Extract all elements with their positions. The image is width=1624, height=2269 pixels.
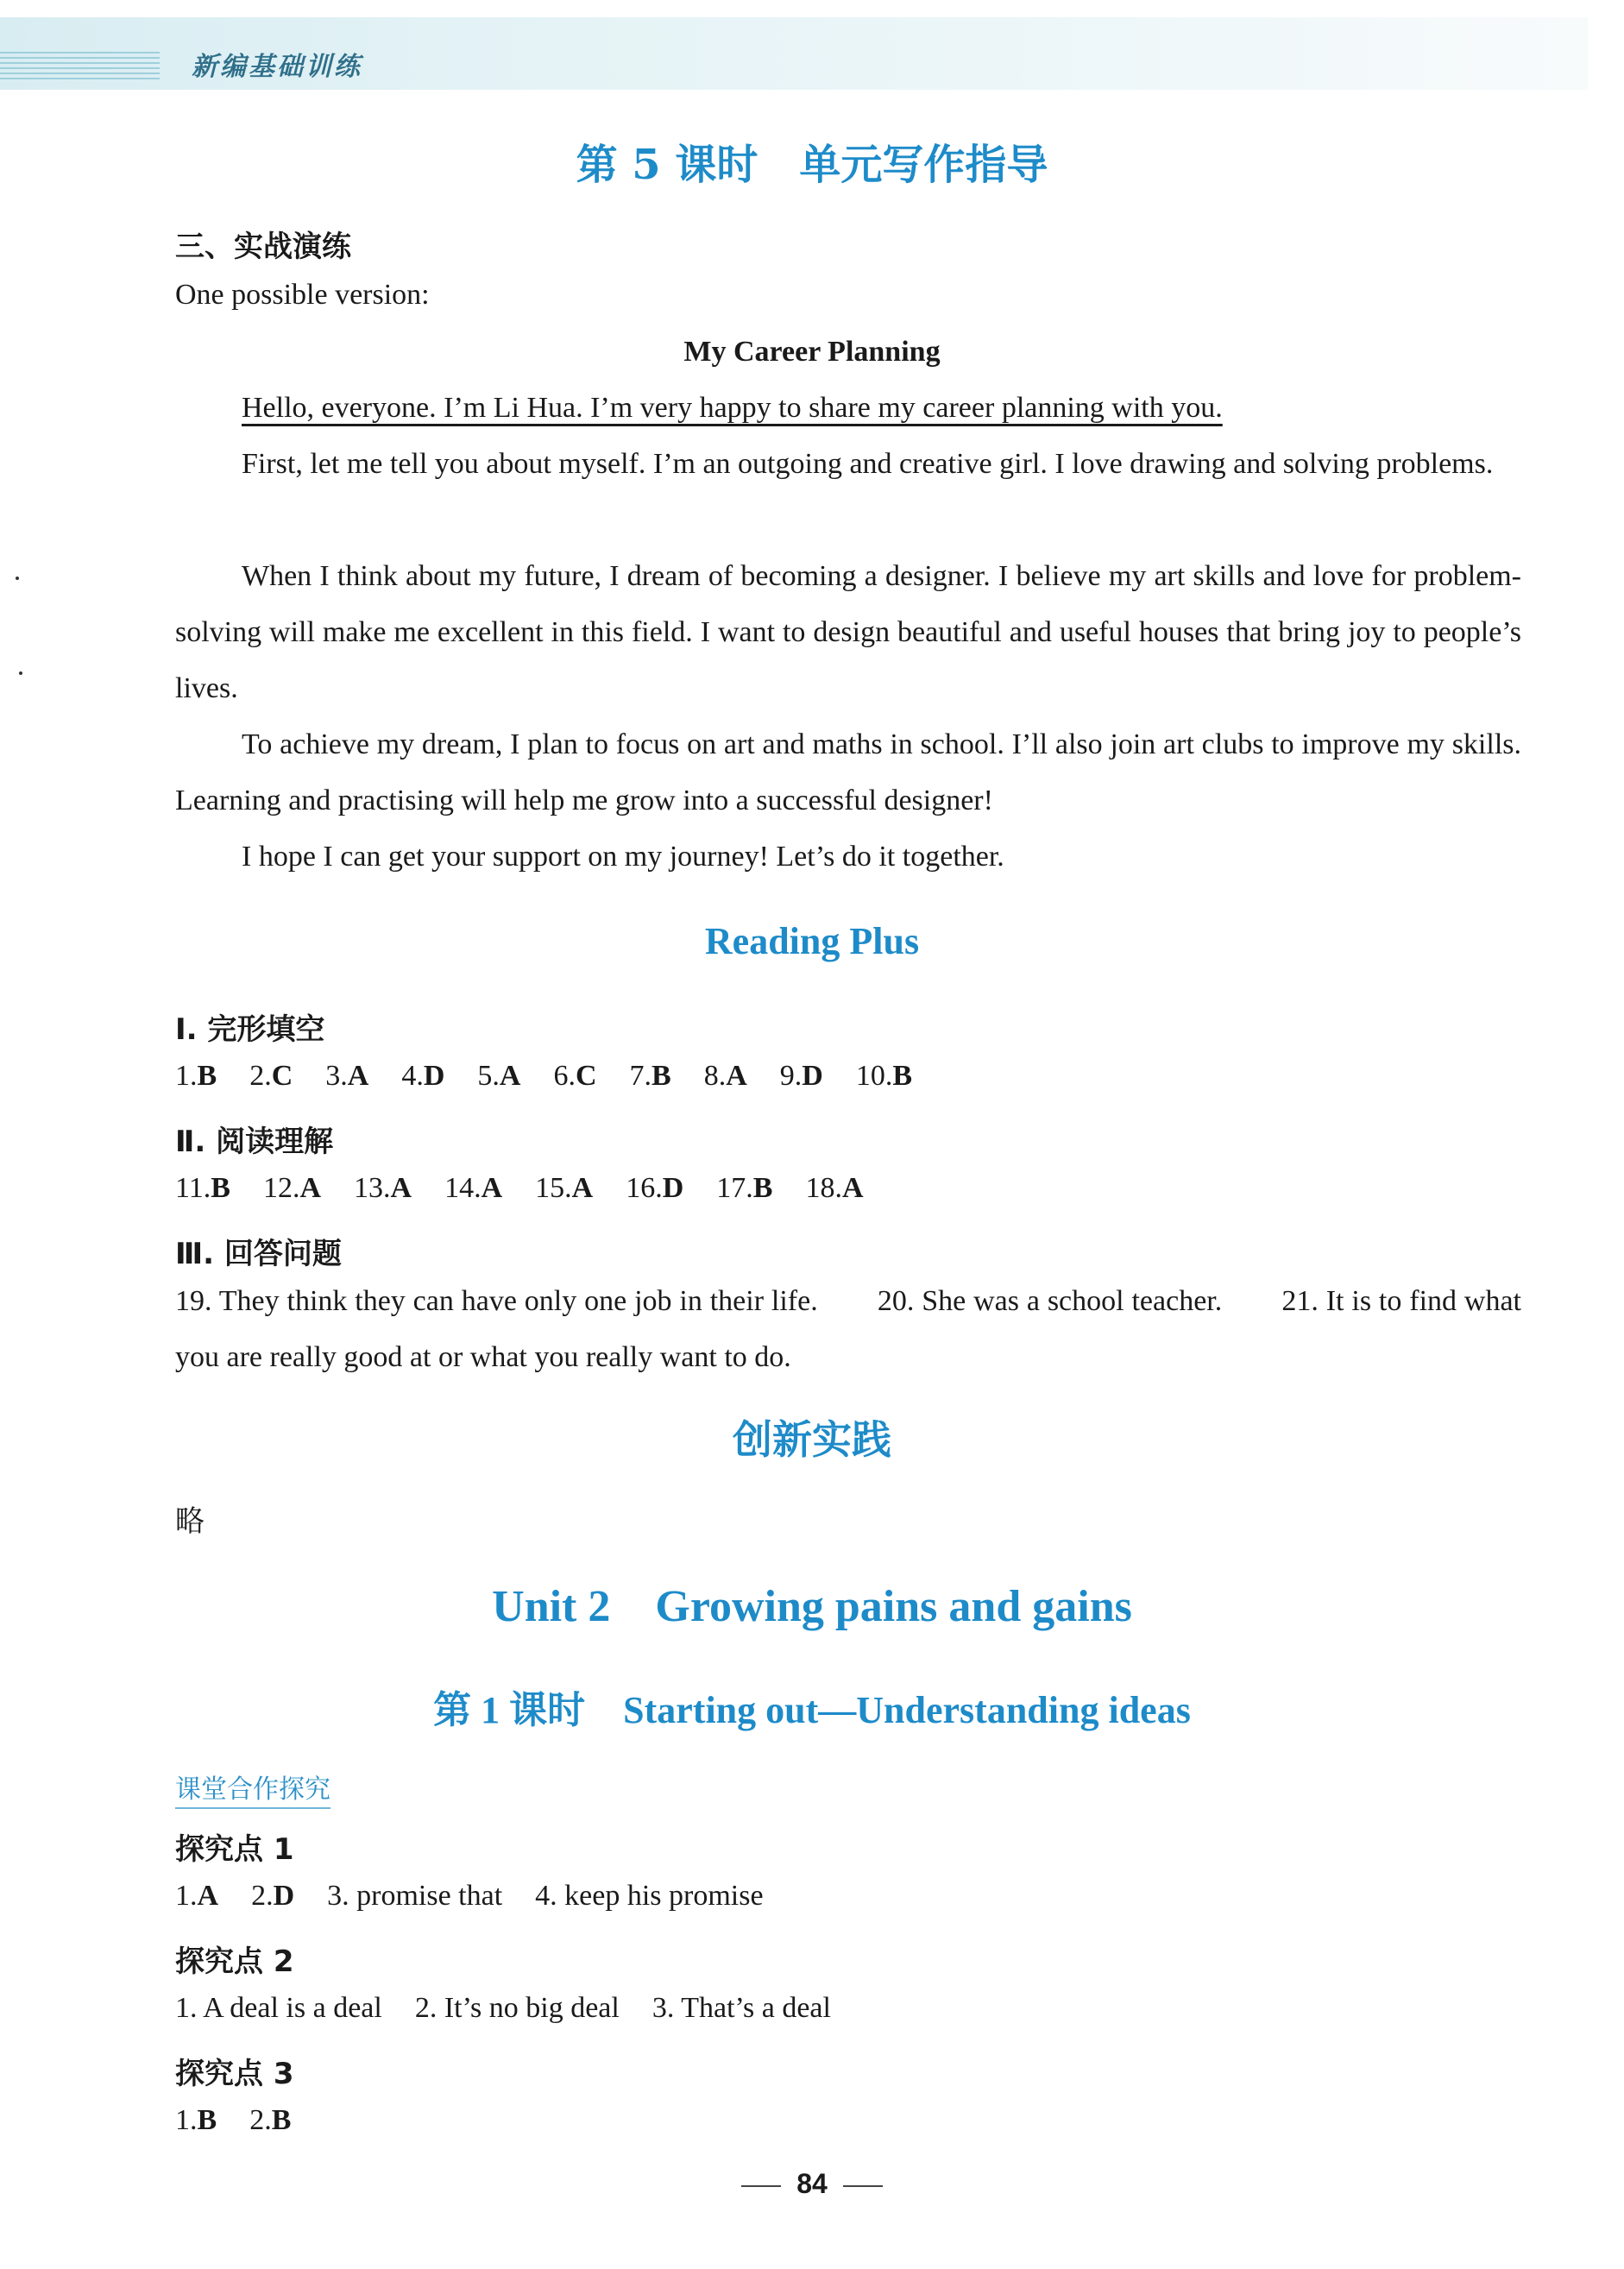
answer-value: B bbox=[197, 2104, 217, 2136]
answer-number: 1. bbox=[175, 2104, 198, 2136]
answer-item bbox=[704, 1060, 747, 1092]
point3-label: 探究点 3 bbox=[175, 2057, 294, 2091]
answer-item bbox=[327, 1880, 502, 1912]
answer-value: That’s a deal bbox=[674, 1992, 831, 2024]
answer-item bbox=[553, 1060, 596, 1092]
answer-number: 18. bbox=[805, 1172, 842, 1204]
essay-paragraph-1-text: Hello, everyone. I’m Li Hua. I’m very happy to share my career planning with you. bbox=[242, 392, 1223, 424]
essay-paragraph-5: I hope I can get your support on my journey! Let’s do it together. bbox=[242, 841, 1004, 873]
answer-value: keep his promise bbox=[557, 1880, 764, 1912]
essay-paragraph-2: First, let me tell you about myself. I’m an outgoing and creative girl. I love drawing and solving problems. bbox=[242, 448, 1494, 480]
part3-label: Ⅲ. 回答问题 bbox=[175, 1237, 342, 1271]
answer-number: 11. bbox=[175, 1172, 211, 1204]
answer-number: 17. bbox=[716, 1172, 753, 1204]
essay-paragraph-3: When I think about my future, I dream of becoming a designer. I believe my art skills and love for problem-solving will make me excellent in this field. I want to design beautiful and useful houses that bring joy to people’s lives. bbox=[175, 560, 1521, 704]
answer-value: It’s no big deal bbox=[437, 1992, 620, 2024]
answer-value: A bbox=[726, 1060, 747, 1092]
essay-paragraph-1 bbox=[175, 380, 1521, 436]
answer-value: B bbox=[651, 1060, 671, 1092]
answer-value: A deal is a deal bbox=[197, 1992, 382, 2024]
answer-item bbox=[535, 1172, 593, 1204]
page-number bbox=[0, 2168, 1624, 2200]
answer-value: A bbox=[197, 1880, 219, 1912]
answer-value: D bbox=[273, 1880, 295, 1912]
page-number-value: 84 bbox=[796, 2168, 828, 2199]
answer-item bbox=[626, 1172, 683, 1204]
answer-item bbox=[263, 1172, 321, 1204]
part1-label: Ⅰ. 完形填空 bbox=[175, 1012, 325, 1047]
answer-number: 2. bbox=[251, 1880, 274, 1912]
book-title: 新编基础训练 bbox=[192, 52, 362, 82]
essay-title: My Career Planning bbox=[683, 336, 941, 368]
answer-number: 16. bbox=[626, 1172, 663, 1204]
unit2-title: Unit 2 Growing pains and gains bbox=[492, 1582, 1132, 1631]
point3-answers bbox=[175, 2104, 324, 2137]
answer-item bbox=[175, 1060, 217, 1092]
answer-item bbox=[716, 1172, 772, 1204]
answer-value: D bbox=[802, 1060, 823, 1092]
answer-value: A bbox=[499, 1060, 521, 1092]
answer-value: A bbox=[299, 1172, 321, 1204]
answer-item bbox=[630, 1060, 671, 1092]
answer-number: 13. bbox=[354, 1172, 391, 1204]
answer-item bbox=[175, 1880, 218, 1912]
answer-number: 10. bbox=[855, 1060, 893, 1092]
answer-item bbox=[805, 1172, 863, 1204]
answer-item bbox=[535, 1880, 763, 1912]
part3-answers: 19. They think they can have only one job in their life. 20. She was a school teacher. 21. It is to find what you are really good at or what you really want to do. bbox=[175, 1285, 1521, 1373]
unit2-lesson1-title: 第 1 课时 Starting out—Understanding ideas bbox=[433, 1689, 1191, 1731]
reading-plus-title: Reading Plus bbox=[704, 920, 920, 962]
answer-item bbox=[251, 1880, 294, 1912]
answer-value: B bbox=[197, 1060, 217, 1092]
answer-item bbox=[325, 1060, 368, 1092]
page-dash-left bbox=[741, 2185, 781, 2187]
answer-number: 1. bbox=[175, 1992, 198, 2024]
answer-value: D bbox=[662, 1172, 684, 1204]
answer-number: 4. bbox=[401, 1060, 424, 1092]
answer-value: C bbox=[271, 1060, 293, 1092]
answer-number: 1. bbox=[175, 1060, 198, 1092]
margin-dot bbox=[19, 671, 22, 675]
answer-item bbox=[477, 1060, 520, 1092]
section3-label: 三、实战演练 bbox=[175, 230, 351, 264]
answer-value: A bbox=[481, 1172, 503, 1204]
answer-value: A bbox=[571, 1172, 594, 1204]
answer-item bbox=[354, 1172, 412, 1204]
answer-item bbox=[444, 1172, 502, 1204]
answer-item bbox=[401, 1060, 444, 1092]
answer-number: 9. bbox=[779, 1060, 803, 1092]
answer-number: 8. bbox=[703, 1060, 727, 1092]
answer-number: 2. bbox=[414, 1992, 437, 2024]
answer-number: 1. bbox=[175, 1880, 198, 1912]
point1-label: 探究点 1 bbox=[175, 1832, 294, 1867]
answer-value: D bbox=[423, 1060, 445, 1092]
answer-number: 6. bbox=[553, 1060, 576, 1092]
answer-number: 4. bbox=[535, 1880, 557, 1912]
answer-number: 7. bbox=[629, 1060, 651, 1092]
answer-item bbox=[175, 1172, 230, 1204]
lesson5-title: 第 5 课时 单元写作指导 bbox=[576, 141, 1048, 189]
answer-item bbox=[652, 1992, 831, 2024]
answer-number: 3. bbox=[325, 1060, 348, 1092]
answer-item bbox=[249, 2104, 291, 2136]
answer-number: 3. bbox=[651, 1992, 675, 2024]
class-cooperation-label: 课堂合作探究 bbox=[175, 1768, 330, 1809]
answer-value: A bbox=[347, 1060, 369, 1092]
innovation-text: 略 bbox=[175, 1506, 205, 1538]
point1-answers bbox=[175, 1880, 796, 1913]
answer-value: B bbox=[211, 1172, 230, 1204]
answer-value: promise that bbox=[349, 1880, 503, 1912]
point2-label: 探究点 2 bbox=[175, 1944, 294, 1979]
answer-item bbox=[175, 1992, 382, 2024]
answer-item bbox=[856, 1060, 912, 1092]
answer-number: 14. bbox=[444, 1172, 482, 1204]
margin-dot bbox=[16, 577, 19, 580]
answer-number: 12. bbox=[262, 1172, 300, 1204]
answer-value: B bbox=[752, 1172, 773, 1204]
essay-paragraph-4: To achieve my dream, I plan to focus on art and maths in school. I’ll also join art clubs to improve my skills. Learning and practising will help me grow into a successful designer! bbox=[175, 728, 1521, 816]
answer-value: C bbox=[575, 1060, 597, 1092]
answer-item bbox=[249, 1060, 293, 1092]
part2-label: Ⅱ. 阅读理解 bbox=[175, 1125, 334, 1159]
version-label: One possible version: bbox=[175, 279, 430, 311]
answer-number: 2. bbox=[249, 1060, 272, 1092]
answer-item bbox=[780, 1060, 823, 1092]
innovation-title: 创新实践 bbox=[733, 1416, 891, 1463]
answer-item bbox=[175, 2104, 217, 2136]
answer-value: A bbox=[390, 1172, 412, 1204]
part2-answers bbox=[175, 1172, 897, 1205]
answer-value: A bbox=[841, 1172, 864, 1204]
point2-answers bbox=[175, 1992, 864, 2025]
header-decoration-lines bbox=[0, 52, 160, 83]
answer-value: B bbox=[892, 1060, 912, 1092]
answer-value: B bbox=[271, 2104, 292, 2136]
answer-number: 3. bbox=[327, 1880, 349, 1912]
answer-number: 5. bbox=[477, 1060, 500, 1092]
answer-item bbox=[415, 1992, 620, 2024]
answer-number: 15. bbox=[535, 1172, 572, 1204]
page-dash-right bbox=[843, 2185, 883, 2187]
answer-number: 2. bbox=[249, 2104, 272, 2136]
part1-answers bbox=[175, 1060, 945, 1093]
